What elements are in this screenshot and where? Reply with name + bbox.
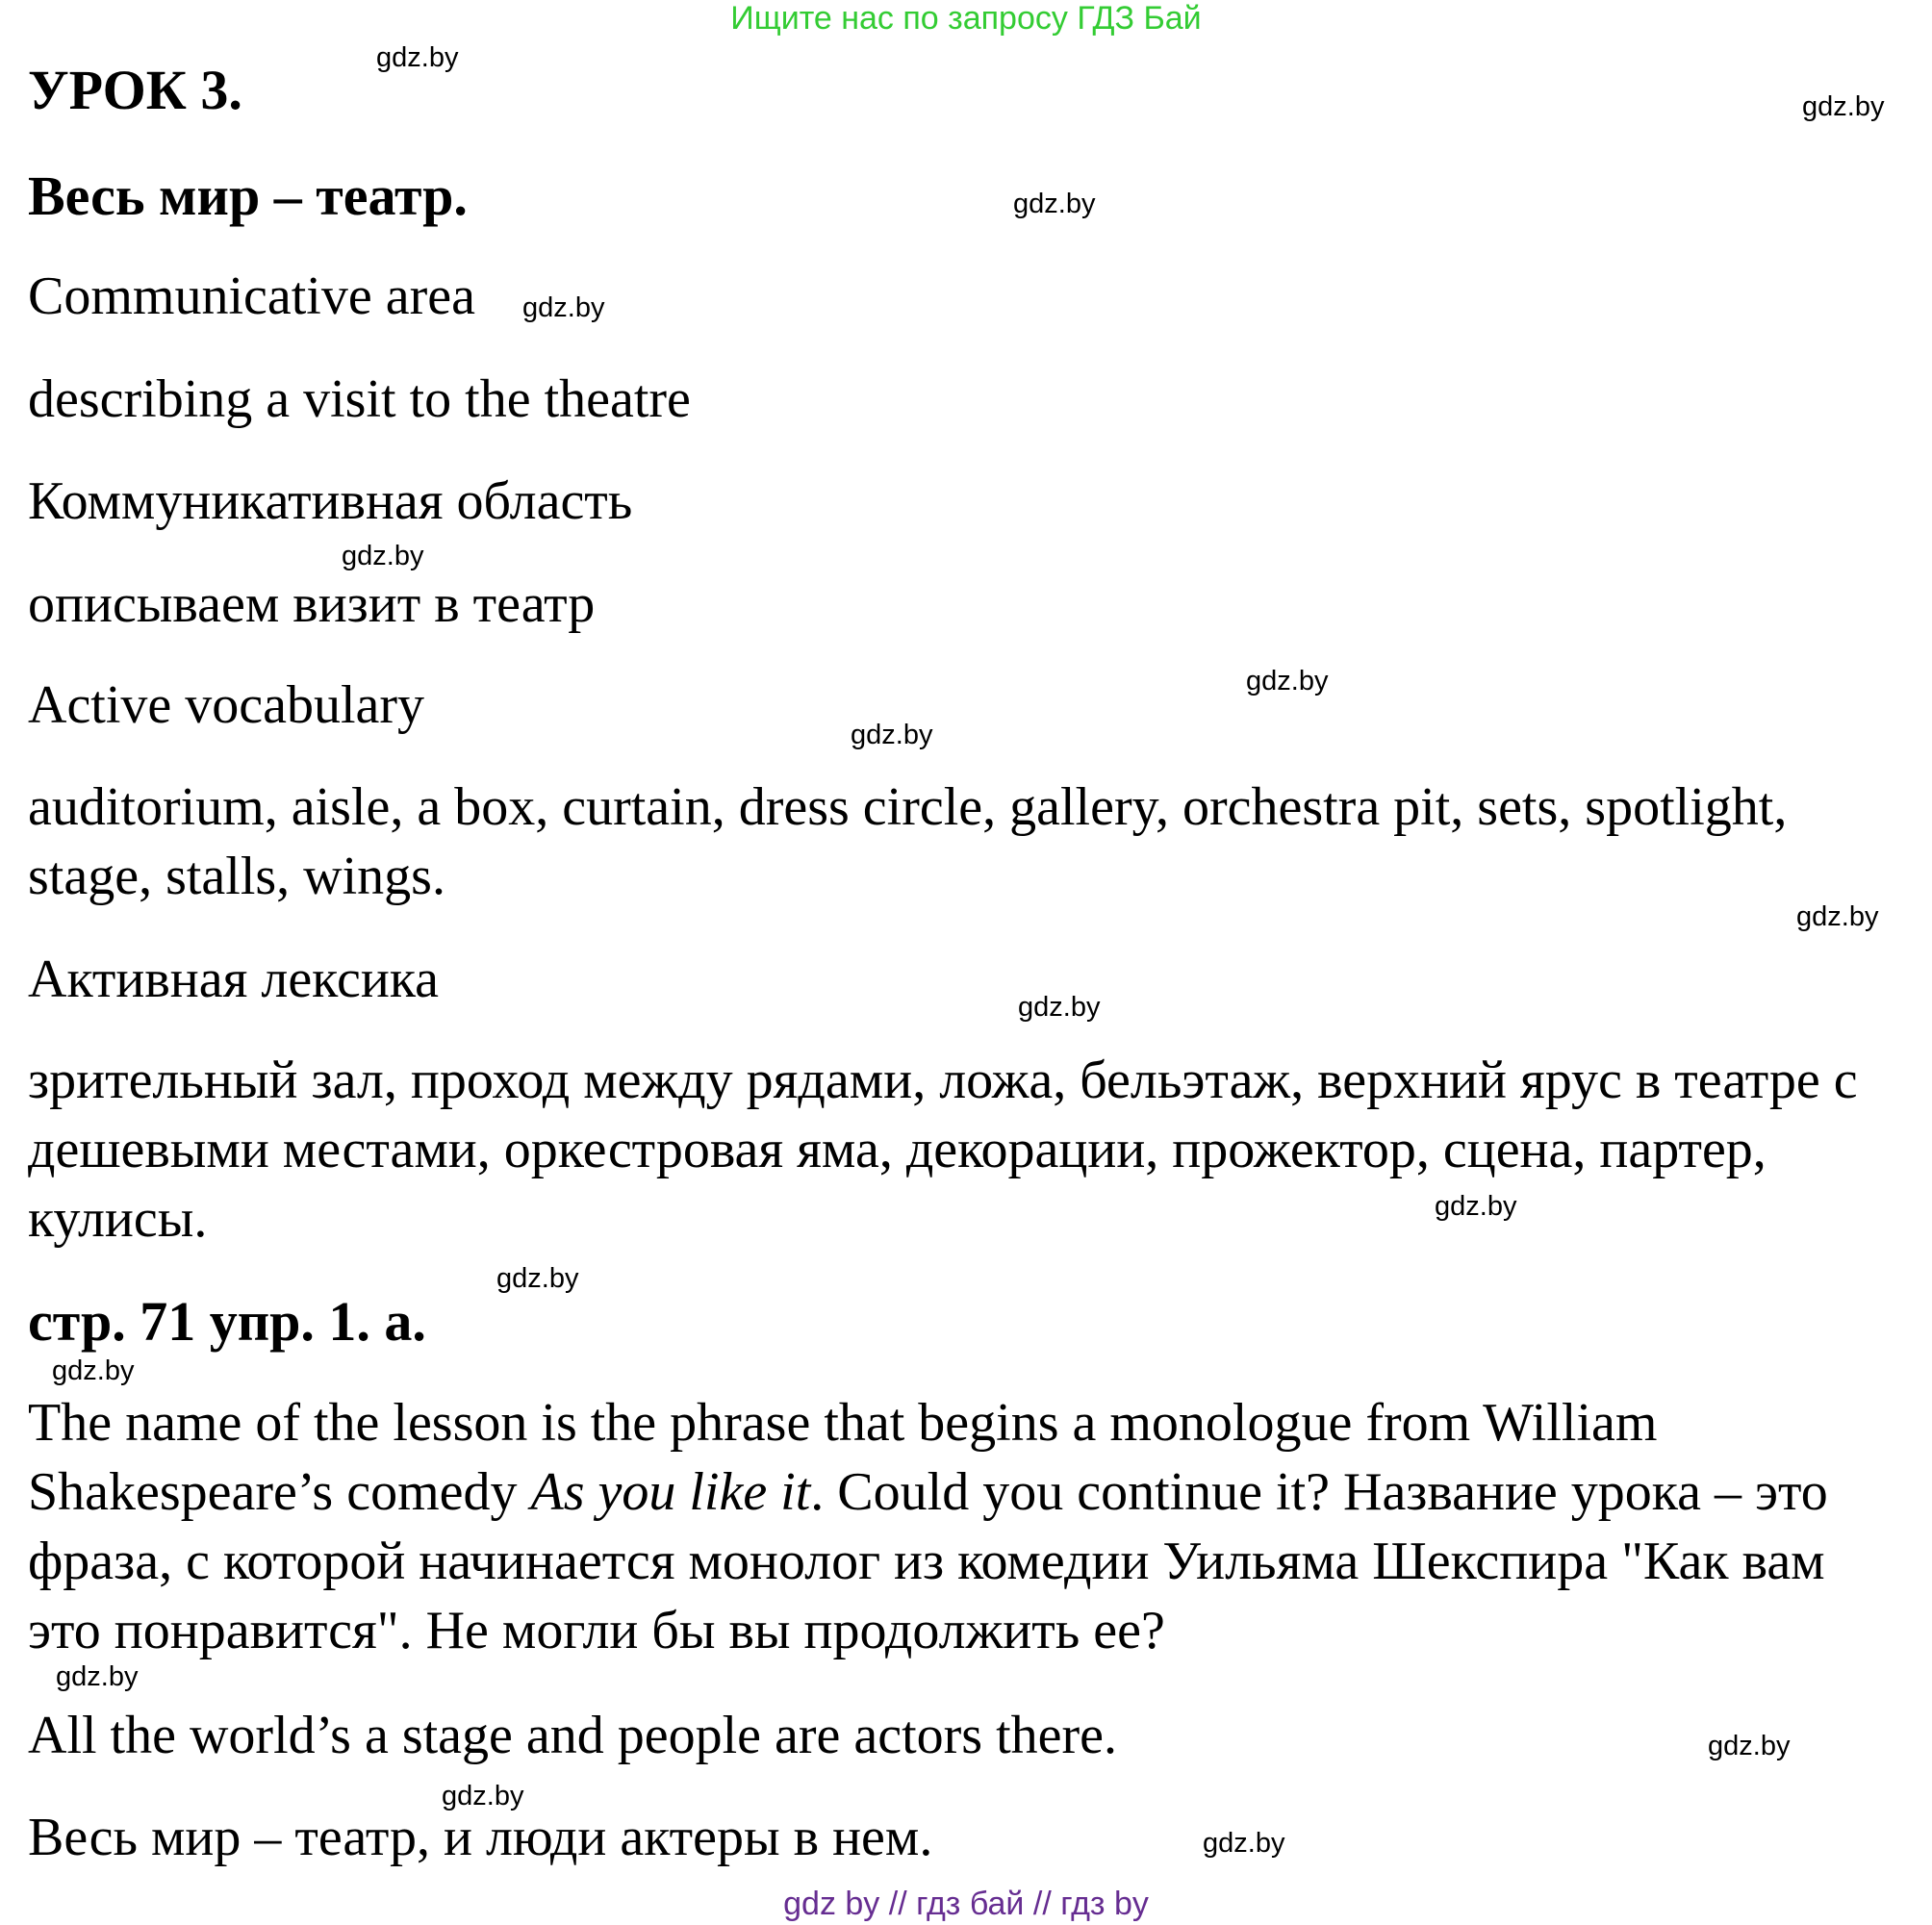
watermark: gdz.by [1013, 189, 1096, 219]
communicative-area-label-ru: Коммуникативная область [28, 471, 633, 531]
watermark: gdz.by [1708, 1731, 1791, 1761]
top-banner: Ищите нас по запросу ГДЗ Бай [730, 0, 1202, 37]
communicative-area-text: describing a visit to the theatre [28, 369, 691, 429]
active-vocabulary-list-ru: зрительный зал, проход между рядами, ложа, бельэтаж, верхний ярус в театре с дешевыми местами, оркестровая яма, декорации, прожектор, сцена, партер, кулисы. [28, 1051, 1858, 1249]
watermark: gdz.by [851, 720, 933, 750]
active-vocabulary-list: auditorium, aisle, a box, curtain, dress circle, gallery, orchestra pit, sets, spotlight, stage, stalls, wings. [28, 777, 1788, 906]
watermark: gdz.by [56, 1661, 139, 1692]
exercise-text-part1: The name of the lesson is the phrase that begins a monologue from William Shakespeare’s comedy [28, 1393, 1658, 1522]
watermark: gdz.by [1246, 666, 1329, 697]
lesson-title: УРОК 3. [28, 59, 242, 121]
watermark: gdz.by [1802, 91, 1885, 122]
watermark: gdz.by [342, 541, 424, 571]
exercise-text-part2: . Could you continue it? Название урока – это фраза, с которой начинается монолог из комедии Уильяма Шекспира "Как вам это понравится". Не могли бы вы продолжить ее? [28, 1462, 1828, 1660]
active-vocabulary-label-ru: Активная лексика [28, 950, 440, 1009]
watermark: gdz.by [1203, 1828, 1285, 1859]
watermark: gdz.by [522, 292, 605, 323]
active-vocabulary-label: Active vocabulary [28, 675, 425, 735]
watermark: gdz.by [442, 1781, 524, 1811]
exercise-heading: стр. 71 упр. 1. а. [28, 1290, 426, 1353]
play-title: As you like it [530, 1462, 811, 1522]
communicative-area-text-ru: описываем визит в театр [28, 574, 596, 634]
bottom-banner: gdz by // гдз бай // гдз by [783, 1886, 1149, 1922]
watermark: gdz.by [1018, 992, 1101, 1023]
answer-russian: Весь мир – театр, и люди актеры в нем. [28, 1808, 933, 1867]
communicative-area-label: Communicative area [28, 266, 475, 326]
watermark: gdz.by [1435, 1191, 1517, 1222]
exercise-text [28, 1388, 1875, 1665]
watermark: gdz.by [496, 1263, 579, 1294]
answer-english: All the world’s a stage and people are actors there. [28, 1706, 1118, 1765]
lesson-subtitle: Весь мир – театр. [28, 165, 468, 227]
watermark: gdz.by [1796, 901, 1879, 932]
watermark: gdz.by [376, 42, 459, 73]
watermark: gdz.by [52, 1355, 135, 1386]
